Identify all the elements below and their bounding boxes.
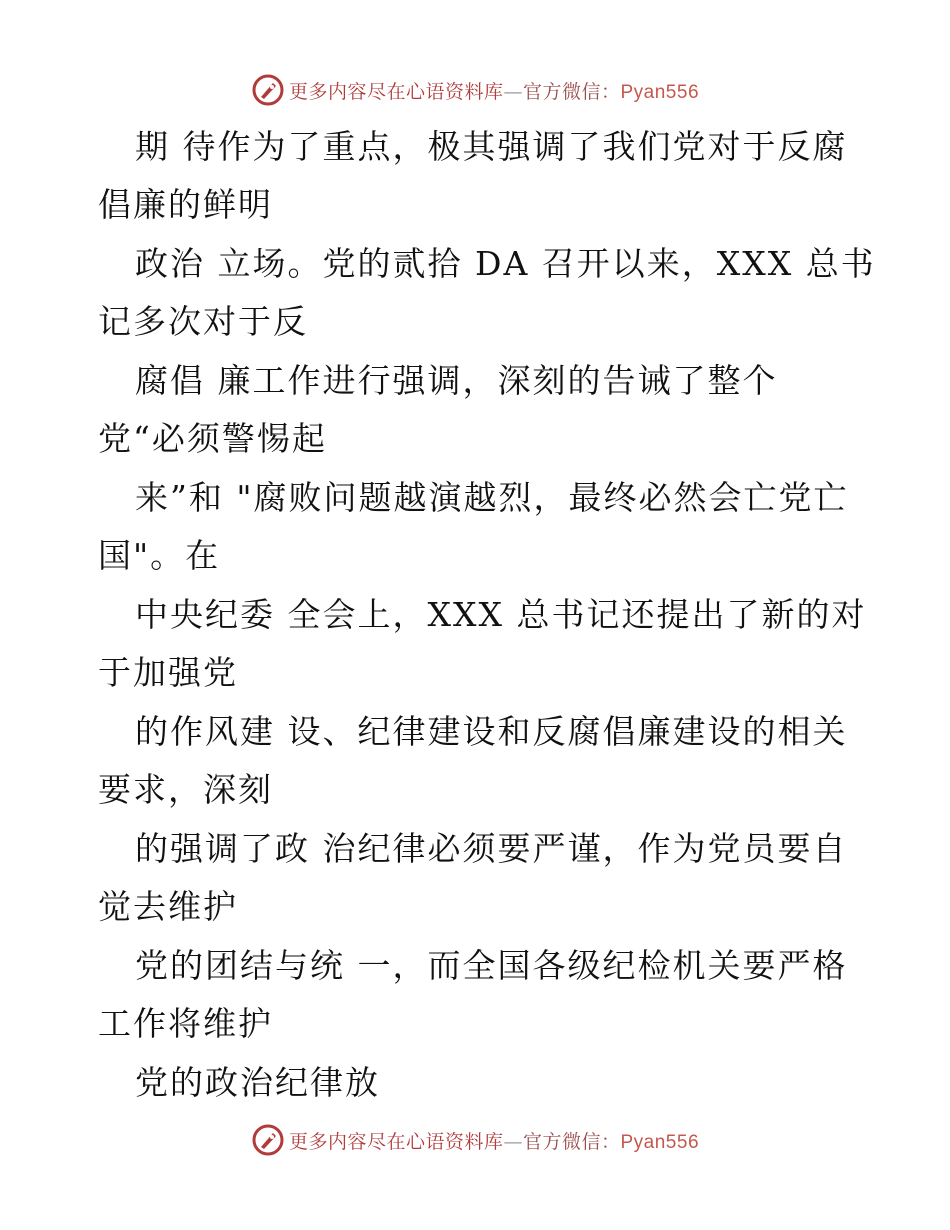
body-line-16: 工作将维护 (98, 1004, 273, 1043)
footer-text (289, 1127, 699, 1154)
body-line-13: 的强调了政 治纪律必须要严谨，作为党员要自 (135, 829, 848, 868)
body-line-9: 中央纪委 全会上，XXX 总书记还提出了新的对 (135, 595, 867, 634)
body-line-12: 要求，深刻 (98, 770, 273, 809)
header-wechat-label: 官方微信： (522, 80, 621, 103)
header-main-text: 更多内容尽在心语资料库 (288, 80, 504, 103)
body-line-3: 政治 立场。党的贰拾 DA 召开以来，XXX 总书 (135, 244, 876, 283)
body-line-15: 党的团结与统 一，而全国各级纪检机关要严格 (135, 946, 848, 985)
footer-wechat-label: 官方微信： (522, 1130, 621, 1153)
body-line-2: 倡廉的鲜明 (98, 185, 273, 224)
body-line-14: 觉去维护 (98, 887, 238, 926)
body-line-8: 国"。在 (98, 536, 221, 575)
body-line-1: 期 待作为了重点，极其强调了我们党对于反腐 (135, 127, 848, 166)
header-separator: — (503, 80, 523, 103)
pen-nib-logo-icon (251, 1123, 285, 1157)
body-line-10: 于加强党 (98, 653, 238, 692)
header-wechat-id: Pyan556 (620, 81, 700, 103)
footer-banner (0, 1120, 950, 1160)
body-line-4: 记多次对于反 (98, 302, 308, 341)
footer-main-text: 更多内容尽在心语资料库 (288, 1130, 504, 1153)
body-line-6: 党“必须警惕起 (98, 419, 327, 458)
body-line-17: 党的政治纪律放 (135, 1063, 380, 1102)
body-line-11: 的作风建 设、纪律建设和反腐倡廉建设的相关 (135, 712, 848, 751)
body-line-7: 来”和 "腐败问题越演越烈，最终必然会亡党亡 (135, 478, 849, 517)
body-line-5: 腐倡 廉工作进行强调，深刻的告诫了整个 (135, 361, 778, 400)
footer-wechat-id: Pyan556 (620, 1131, 700, 1153)
footer-separator: — (503, 1130, 523, 1153)
